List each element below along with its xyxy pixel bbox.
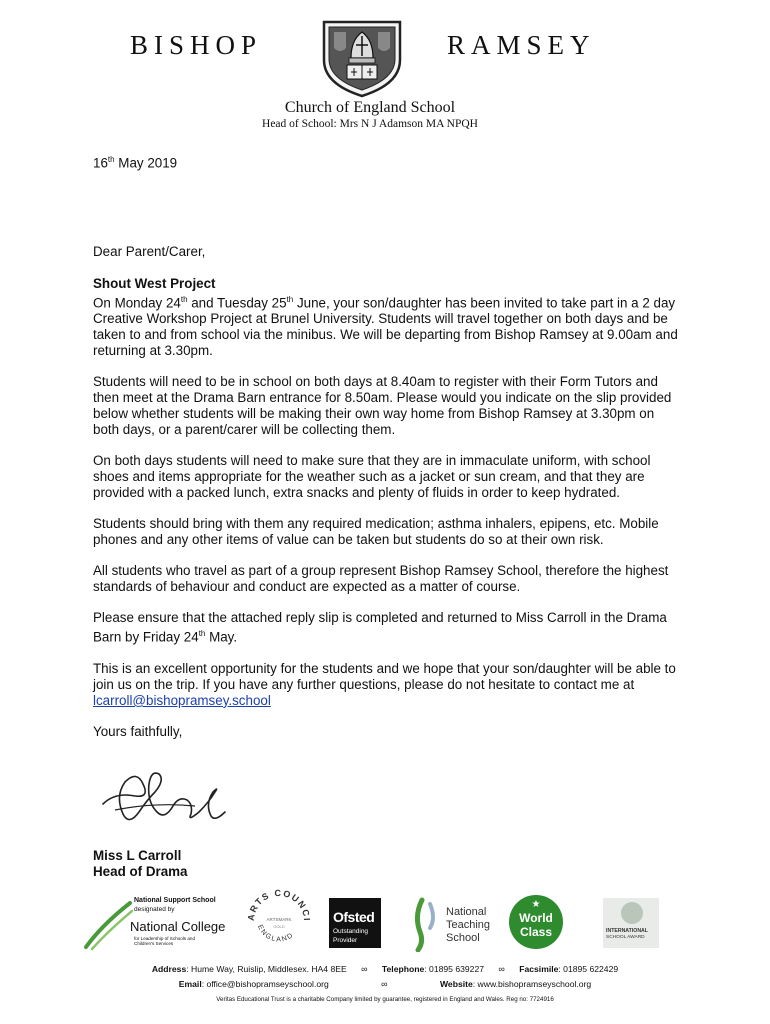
email-value: : office@bishopramseyschool.org — [201, 979, 329, 989]
website-label: Website — [439, 979, 473, 989]
nts-line-1: National — [446, 906, 487, 918]
p6-text-b: May. — [205, 629, 238, 645]
ofsted-logo — [329, 898, 381, 948]
letterhead-word-left: BISHOP — [130, 30, 263, 60]
world-class-line-2: Class — [519, 925, 553, 939]
star-icon: ★ — [531, 899, 541, 910]
svg-text:ARTSMARK: ARTSMARK — [266, 917, 292, 922]
world-class-logo — [509, 895, 563, 949]
nts-line-2: Teaching — [446, 919, 491, 931]
ofsted-line-1: Outstanding — [333, 928, 369, 935]
paragraph-6 — [93, 610, 683, 645]
ofsted-title: Ofsted — [333, 909, 375, 925]
p1-sup-1: th — [180, 295, 188, 304]
footer-separator-icon: ∞ — [381, 979, 388, 989]
isa-line-2: SCHOOL AWARD — [606, 935, 645, 940]
p7-text-a: This is an excellent opportunity for the students and we hope that your son/daughter will be able to join us on the trip. If you have any further questions, please do not hesitate to contact me at — [93, 660, 676, 692]
paragraph-2: Students will need to be in school on both days at 8.40am to register with their Form Tutors and then meet at the Drama Barn entrance for 8.50am. Please would you indicate on the slip provided below whether students will be making their own way home from Bishop Ramsey at 3.30pm on both days, or a parent/carer will be collecting them. — [93, 374, 672, 438]
signatory-name: Miss L Carroll — [93, 848, 182, 863]
date-rest: May 2019 — [114, 155, 178, 171]
closing: Yours faithfully, — [93, 723, 183, 739]
isa-line-1: INTERNATIONAL — [606, 928, 648, 934]
facsimile-value: : 01895 622429 — [558, 964, 619, 974]
paragraph-1 — [93, 292, 683, 359]
globe-icon — [621, 902, 643, 924]
arts-council-logo — [244, 886, 314, 956]
footer-address-line — [0, 964, 770, 974]
facsimile-label: Facsimile — [519, 964, 559, 974]
p1-text-a: On Monday 24 — [93, 295, 181, 311]
salutation: Dear Parent/Carer, — [93, 244, 206, 259]
p6-sup: th — [198, 629, 206, 639]
letter-date — [93, 152, 177, 171]
paragraph-4: Students should bring with them any required medication; asthma inhalers, epipens, etc. Mobile phones and any other items of value can be taken but students do so at their own risk. — [93, 516, 659, 548]
international-school-award-logo — [603, 898, 659, 948]
world-class-line-1: World — [519, 911, 553, 925]
paragraph-7 — [93, 661, 683, 709]
letterhead-word-right: RAMSEY — [447, 30, 596, 60]
p1-sup-2: th — [286, 295, 294, 304]
subject-heading: Shout West Project — [93, 276, 216, 291]
school-type: Church of England School — [284, 99, 456, 116]
svg-text:GOLD: GOLD — [273, 924, 285, 929]
contact-email-link[interactable]: lcarroll@bishopramsey.school — [93, 692, 271, 708]
paragraph-3: On both days students will need to make sure that they are in immaculate uniform, with school shoes and items appropriate for the weather such as a jacket or sun cream, and that they are provided with a packed lunch, extra snacks and plenty of fluids in order to keep hydrated. — [93, 453, 651, 501]
p6-text-a: Please ensure that the attached reply slip is completed and returned to Miss Carroll in the Drama Barn by Friday 24 — [93, 610, 667, 645]
national-teaching-school-logo — [410, 896, 500, 952]
nsc-designated-label: designated by — [134, 906, 175, 913]
address-label: Address — [151, 964, 187, 974]
footer-separator-icon: ∞ — [498, 964, 505, 974]
handwritten-signature — [95, 762, 245, 832]
nsc-college-label: National College — [130, 919, 226, 934]
date-day: 16 — [93, 155, 108, 171]
p1-text-c: June, your son/daughter has been invited to take part in a 2 day Creative Workshop Project at Brunel University. Students will travel together on both days and be taken to and from school via the minibus. We will be departing from Bishop Ramsey at 9.00am and returning at 3.30pm. — [93, 295, 678, 359]
address-value: : Hume Way, Ruislip, Middlesex. HA4 8EE — [186, 964, 347, 974]
signatory-title: Head of Drama — [93, 864, 188, 879]
footer-separator-icon: ∞ — [361, 964, 368, 974]
p1-text-b: and Tuesday 25 — [187, 295, 287, 311]
nts-line-3: School — [446, 932, 480, 944]
ofsted-line-2: Provider — [333, 937, 358, 944]
telephone-value: : 01895 639227 — [424, 964, 485, 974]
footer-contact-line — [0, 979, 770, 989]
footer-legal-text: Veritas Educational Trust is a charitable Company limited by guarantee, registered in England and Wales. Reg no: 7724916 — [216, 996, 554, 1003]
national-college-logo — [82, 895, 232, 953]
school-crest-logo — [318, 18, 406, 98]
date-suffix: th — [107, 155, 115, 164]
email-label: Email — [178, 979, 202, 989]
website-value: : www.bishopramseyschool.org — [472, 979, 592, 989]
head-of-school: Head of School: Mrs N J Adamson MA NPQH — [262, 118, 478, 130]
arts-england-arc-text: ENGLAND — [255, 923, 296, 944]
arts-council-arc-text: ARTS COUNCI — [245, 887, 313, 923]
letter-body — [93, 244, 683, 755]
nsc-top-label: National Support School — [134, 897, 216, 904]
nsc-sub-label: for Leadership of Schools and Children's Services — [134, 936, 196, 946]
paragraph-5: All students who travel as part of a group represent Bishop Ramsey School, therefore the highest standards of behaviour and conduct are expected as a matter of course. — [93, 563, 669, 595]
telephone-label: Telephone — [381, 964, 425, 974]
